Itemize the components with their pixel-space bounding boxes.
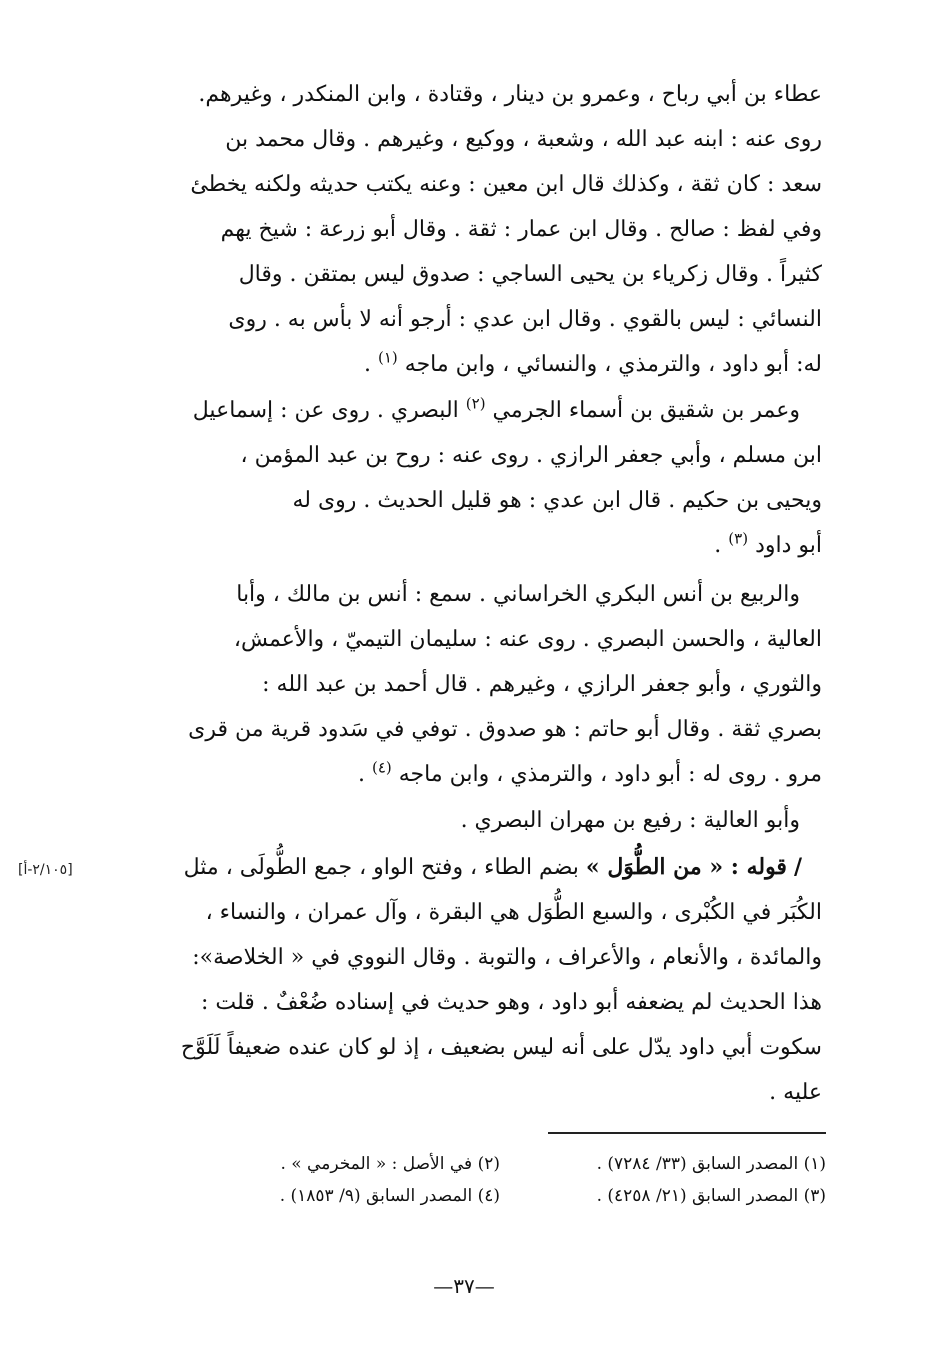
- text-fragment: .: [714, 533, 722, 558]
- footnote-2: (٢) في الأصل : « المخرمي » .: [280, 1154, 500, 1174]
- paragraph-1: [132, 72, 822, 387]
- margin-manuscript-reference: [٢/١٠٥-أ]: [18, 862, 73, 878]
- text-line: عليه .: [769, 1080, 822, 1105]
- text-line-last: [132, 523, 822, 568]
- term-label: قوله : « من الطُّوَل »: [585, 854, 787, 880]
- footnote-4: (٤) المصدر السابق (٩/ ١٨٥٣) .: [279, 1186, 500, 1206]
- text-line-first: [132, 845, 822, 890]
- text-fragment: له: أبو داود ، والترمذي ، والنسائي ، وابن ماجه: [404, 352, 822, 377]
- text-line: النسائي : ليس بالقوي . وقال ابن عدي : أرجو أنه لا بأس به . روى: [228, 307, 822, 332]
- text-line: كثيراً . وقال زكرياء بن يحيى الساجي : صدوق ليس بمتقن . وقال: [238, 262, 822, 287]
- text-line: الكُبَر في الكُبْرى ، والسبع الطُّوَل هي البقرة ، وآل عمران ، والنساء ،: [205, 900, 822, 925]
- text-line: والمائدة ، والأنعام ، والأعراف ، والتوبة . وقال النووي في « الخلاصة»:: [192, 945, 822, 970]
- footnote-3: (٣) المصدر السابق (٢١/ ٤٢٥٨) .: [596, 1186, 826, 1206]
- text-line: ابن مسلم ، وأبي جعفر الرازي . روى عنه : روح بن عبد المؤمن ،: [240, 443, 822, 468]
- text-line-last: [132, 752, 822, 797]
- text-line: عطاء بن أبي رباح ، وعمرو بن دينار ، وقتادة ، وابن المنكدر ، وغيرهم.: [198, 82, 822, 107]
- text-fragment: أبو داود: [755, 533, 822, 558]
- text-line: والربيع بن أنس البكري الخراساني . سمع : أنس بن مالك ، وأبا: [236, 582, 800, 607]
- text-line: روى عنه : ابنه عبد الله ، وشعبة ، ووكيع ، وغيرهم . وقال محمد بن: [225, 127, 822, 152]
- text-line: ويحيى بن حكيم . قال ابن عدي : هو قليل الحديث . روى له: [292, 488, 822, 513]
- text-line: العالية ، والحسن البصري . روى عنه : سليمان التيميّ ، والأعمش،: [233, 627, 822, 652]
- text-fragment: البصري . روى عن : إسماعيل: [192, 398, 459, 423]
- footnote-reference: (٣): [728, 529, 749, 548]
- text-fragment: بضم الطاء ، وفتح الواو ، جمع الطُّولَى ، مثل: [183, 855, 579, 880]
- text-line: هذا الحديث لم يضعفه أبو داود ، وهو حديث في إسناده ضُعْفٌ . قلت :: [201, 990, 822, 1015]
- text-line-last: [132, 342, 822, 387]
- paragraph-5: [132, 845, 822, 1115]
- page-number: —٣٧—: [433, 1274, 495, 1298]
- text-line-first: [132, 388, 822, 433]
- paragraph-4: [132, 798, 822, 843]
- text-fragment: مرو . روى له : أبو داود ، والترمذي ، وابن ماجه: [398, 762, 822, 787]
- text-line: سكوت أبي داود يدّل على أنه ليس بضعيف ، إذ لو كان عنده ضعيفاً لَلَوَّح: [180, 1035, 822, 1060]
- footnote-divider: [548, 1132, 826, 1134]
- text-line: سعد : كان ثقة ، وكذلك قال ابن معين : وعنه يكتب حديثه ولكنه يخطئ: [190, 172, 822, 197]
- footnote-row: [200, 1148, 826, 1180]
- footnote-row: [200, 1180, 826, 1212]
- footnotes: [200, 1148, 826, 1212]
- footnote-reference: (٢): [465, 394, 486, 413]
- section-marker: /: [793, 854, 802, 880]
- text-line: والثوري ، وأبو جعفر الرازي ، وغيرهم . قال أحمد بن عبد الله :: [262, 672, 822, 697]
- paragraph-2: [132, 388, 822, 568]
- text-fragment: .: [364, 352, 371, 377]
- footnote-reference: (١): [378, 348, 398, 367]
- text-fragment: .: [357, 762, 365, 787]
- text-line: وأبو العالية : رفيع بن مهران البصري .: [460, 808, 800, 833]
- text-line: وفي لفظ : صالح . وقال ابن عمار : ثقة . وقال أبو زرعة : شيخ يهم: [220, 217, 822, 242]
- footnote-reference: (٤): [371, 758, 392, 777]
- paragraph-3: [132, 572, 822, 797]
- text-line: بصري ثقة . وقال أبو حاتم : هو صدوق . توفي في سَدود قرية من قرى: [188, 717, 822, 742]
- text-fragment: وعمر بن شقيق بن أسماء الجرمي: [492, 398, 800, 423]
- footnote-1: (١) المصدر السابق (٣٣/ ٧٢٨٤) .: [596, 1154, 826, 1174]
